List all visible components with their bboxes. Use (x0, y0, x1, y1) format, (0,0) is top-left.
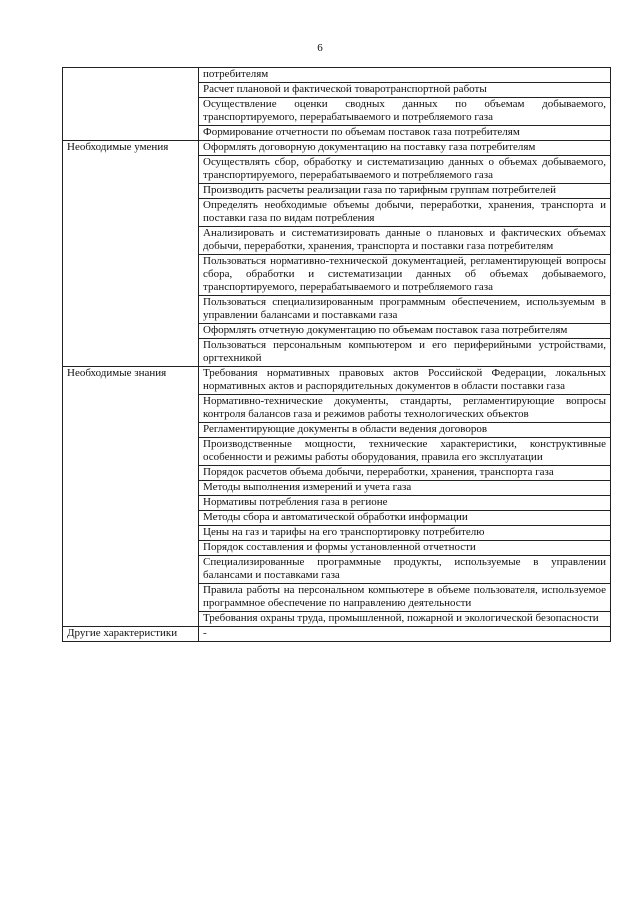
table-row (63, 68, 611, 83)
page-number: 6 (317, 42, 323, 54)
table-cell: Формирование отчетности по объемам поставок газа потребителям (199, 126, 611, 141)
table-cell: Производить расчеты реализации газа по тарифным группам потребителей (199, 184, 611, 199)
table-cell: Специализированные программные продукты, используемые в управлении балансами и поставками газа (199, 556, 611, 584)
table-cell: Порядок составления и формы установленной отчетности (199, 541, 611, 556)
table-row (63, 141, 611, 156)
table-cell: Нормативно-технические документы, стандарты, регламентирующие вопросы контроля балансов газа и режимов работы технологических объектов (199, 395, 611, 423)
competency-table-body (63, 68, 611, 642)
table-cell: Цены на газ и тарифы на его транспортировку потребителю (199, 526, 611, 541)
table-cell: Порядок расчетов объема добычи, переработки, хранения, транспорта газа (199, 466, 611, 481)
table-cell: Осуществление оценки сводных данных по объемам добываемого, транспортируемого, перерабатываемого и потребляемого газа (199, 98, 611, 126)
table-cell: потребителям (199, 68, 611, 83)
table-cell: Оформлять договорную документацию на поставку газа потребителям (199, 141, 611, 156)
table-cell: Пользоваться персональным компьютером и его периферийными устройствами, оргтехникой (199, 339, 611, 367)
table-cell: Методы сбора и автоматической обработки информации (199, 511, 611, 526)
competency-table (62, 67, 611, 642)
table-cell: Требования нормативных правовых актов Российской Федерации, локальных нормативных актов и распорядительных документов в области поставки газа (199, 367, 611, 395)
table-cell: Пользоваться специализированным программным обеспечением, используемым в управлении балансами и поставками газа (199, 296, 611, 324)
table-cell: Оформлять отчетную документацию по объемам поставок газа потребителям (199, 324, 611, 339)
table-cell: Пользоваться нормативно-технической документацией, регламентирующей вопросы сбора, обработки и систематизации данных об объемах добываемого, транспортируемого, перерабатываемого и потребляемого газа (199, 255, 611, 296)
table-cell: Определять необходимые объемы добычи, переработки, хранения, транспорта и поставки газа по видам потребления (199, 199, 611, 227)
table-cell: Производственные мощности, технические характеристики, конструктивные особенности и режимы работы оборудования, правила его эксплуатации (199, 438, 611, 466)
table-cell: Регламентирующие документы в области ведения договоров (199, 423, 611, 438)
table-cell: Осуществлять сбор, обработку и систематизацию данных о объемах добываемого, транспортируемого, перерабатываемого и потребляемого газа (199, 156, 611, 184)
section-label: Необходимые умения (63, 141, 199, 367)
table-cell: Анализировать и систематизировать данные о плановых и фактических объемах добычи, переработки, хранения, транспорта и поставки газа потребителям (199, 227, 611, 255)
table-cell: Правила работы на персональном компьютере в объеме пользователя, используемое программное обеспечение по направлению деятельности (199, 584, 611, 612)
section-label (63, 68, 199, 141)
table-cell: Методы выполнения измерений и учета газа (199, 481, 611, 496)
table-cell: Расчет плановой и фактической товаротранспортной работы (199, 83, 611, 98)
table-row (63, 367, 611, 395)
table-cell: - (199, 627, 611, 642)
section-label: Необходимые знания (63, 367, 199, 627)
section-label: Другие характеристики (63, 627, 199, 642)
table-cell: Требования охраны труда, промышленной, пожарной и экологической безопасности (199, 612, 611, 627)
table-row (63, 627, 611, 642)
table-cell: Нормативы потребления газа в регионе (199, 496, 611, 511)
